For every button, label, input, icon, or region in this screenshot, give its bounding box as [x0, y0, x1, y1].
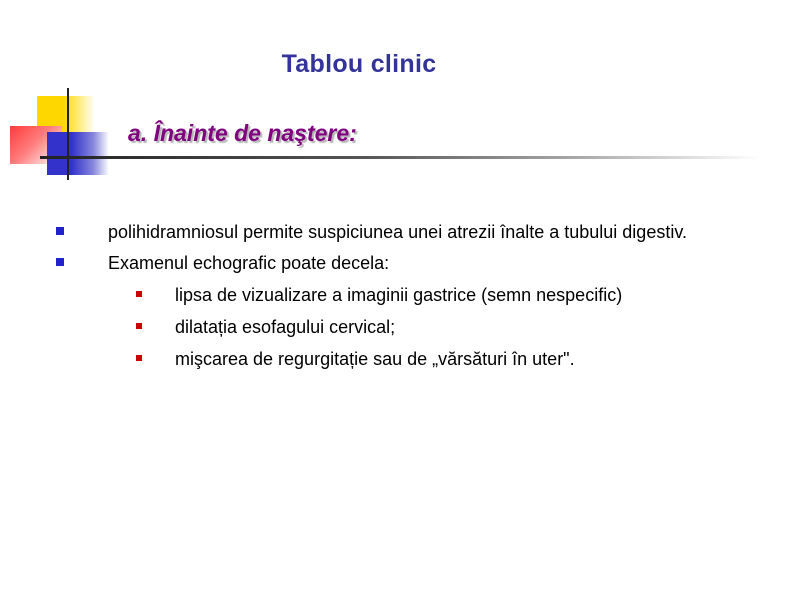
section-heading: a. Înainte de naştere:: [128, 120, 357, 146]
list-item: Examenul echografic poate decela:: [108, 253, 390, 273]
sub-bullet-marker: [136, 291, 142, 297]
decorative-squares: [0, 0, 120, 190]
vertical-rule: [67, 88, 69, 180]
horizontal-rule: [40, 156, 760, 159]
sub-list-item: dilatația esofagului cervical;: [175, 317, 396, 337]
sub-bullet-marker: [136, 323, 142, 329]
bullet-marker: [56, 258, 64, 266]
list-item: polihidramniosul permite suspiciunea unei atrezii înalte a tubului digestiv.: [108, 222, 687, 242]
sub-list-item: mişcarea de regurgitație sau de „vărsături în uter".: [175, 349, 575, 369]
sub-bullet-marker: [136, 355, 142, 361]
sub-list-item: lipsa de vizualizare a imaginii gastrice (semn nespecific): [175, 285, 623, 305]
bullet-marker: [56, 227, 64, 235]
slide-title: Tablou clinic: [281, 50, 437, 78]
blue-square-decoration: [47, 132, 109, 175]
